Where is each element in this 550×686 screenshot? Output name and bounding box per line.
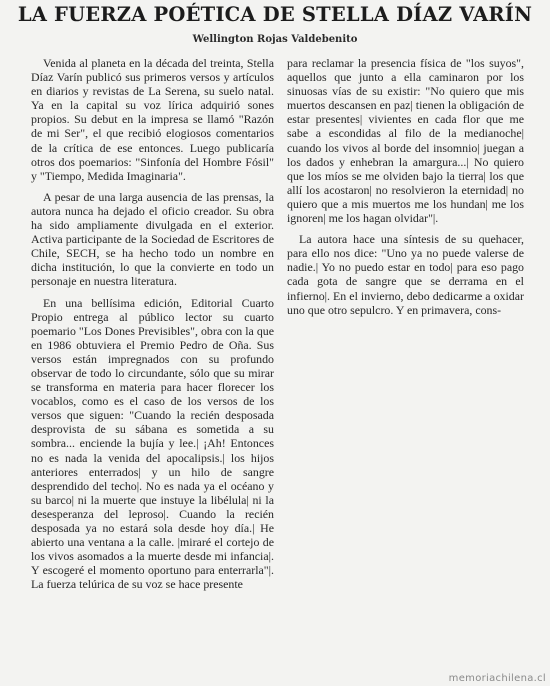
paragraph: Venida al planeta en la década del treinta, Stella Díaz Varín publicó sus primeros versos y artículos en diarios y revistas de La Serena, su suelo natal. Ya en la capital su voz lírica adquirió sones propios. Su debut en la impresa se llamó "Razón de mi Ser", el que recibió elogiosos comentarios de la crítica de ese entonces. Luego publicaría otros dos poemarios: "Sinfonía del Hombre Fósil" y "Tiempo, Medida Imaginaria". [31,56,274,183]
paragraph: En una bellísima edición, Editorial Cuarto Propio entrega al público lector su cuarto poemario "Los Dones Previsibles", obra con la que en 1986 obtuviera el Premio Pedro de Oña. Sus versos están impregnados con su profundo observar de todo lo circundante, sólo que su mirar se transforma en materia para hacer florecer los vocablos, como es el caso de los versos de los versos que siguen: "Cuando la recién desposada desprovista de su sábana es sometida a su sombra... enciende la bujía y lee.| ¡Ah! Entonces no es nada la venida del apocalipsis.| los hijos anteriores enterrados| y un hilo de sangre desprendido del techo|. No es nada ya el océano y su barco| ni la muerte que instuye la libélula| ni la desesperanza del leproso|. Cuando la recién desposada ya no estará sola desde hoy día.| He abierto una ventana a la calle. |miraré el cortejo de los vivos asomados a la muerte desde mi infancia|. Y escogeré el momento oportuno para enterrarla"|. La fuerza telúrica de su voz se hace presente [31,295,274,592]
left-column [31,56,274,598]
paragraph: para reclamar la presencia física de "los suyos", aquellos que junto a ella caminaron por los sinuosas vías de su existir: "No quiero que mis muertos descansen en paz| tienen la obligación de estar presentes| vivientes en cada flor que me sabe a escondidas al filo de la medianoche| cuando los vivos al borde del insomnio| juegan a los dados y enhebran la amargura...| No quiero que los míos se me olviden bajo la tierra| los que allí los acostaron| no resolvieron la eternidad| no quiero que a mis muertos me los hundan| me los ignoren| me los hagan olvidar"|. [287,56,524,226]
right-column [287,56,524,324]
watermark: memoriachilena.cl [448,673,546,684]
article-title: LA FUERZA POÉTICA DE STELLA DÍAZ VARÍN [17,3,533,26]
paragraph: La autora hace una síntesis de su quehacer, para ello nos dice: "Uno ya no puede valerse de nadie.| Yo no puedo estar en todo| para eso pago cada gota de sangre que se derrama en el infierno|. En el invierno, debo dedicarme a oxidar uno que otro sepulcro. Y en primavera, cons- [287,232,524,317]
author-byline: Wellington Rojas Valdebenito [192,34,358,45]
paragraph: A pesar de una larga ausencia de las prensas, la autora nunca ha dejado el oficio creador. Su obra ha sido ampliamente divulgada en el exterior. Activa participante de la Sociedad de Escritores de Chile, SECH, se ha hecho todo un nombre en dicha institución, lo que la convierte en todo un personaje en nuestra literatura. [31,189,274,289]
